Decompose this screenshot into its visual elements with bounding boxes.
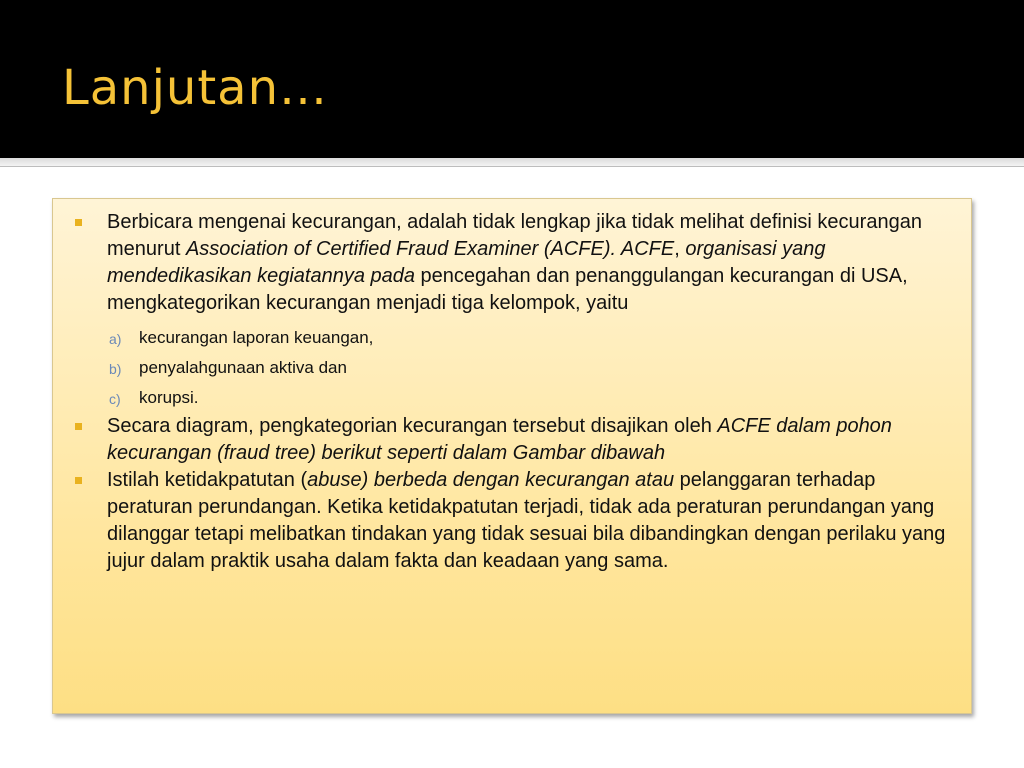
bullet-item-3 <box>73 467 955 575</box>
sub-marker-a: a) <box>109 331 122 347</box>
bullet-2-text-1: Secara diagram, pengkategorian kecurangan tersebut disajikan oleh <box>107 415 718 437</box>
bullet-item-1 <box>73 209 955 317</box>
sub-item-c-text: korupsi. <box>139 388 199 407</box>
sub-item-b <box>73 353 955 383</box>
sub-item-a-text: kecurangan laporan keuangan, <box>139 328 374 347</box>
title-divider <box>0 158 1024 167</box>
bullet-1-italic-1: Association of Certified Fraud Examiner (ACFE). ACFE <box>185 238 675 260</box>
bullet-3-italic-1: abuse) berbeda dengan kecurangan atau <box>307 469 675 491</box>
content-box <box>52 198 972 714</box>
square-bullet-icon <box>75 423 82 430</box>
sub-marker-b: b) <box>109 361 122 377</box>
square-bullet-icon <box>75 477 82 484</box>
bullet-2-italic-1: ACFE dalam pohon kecurangan (fraud tree) berikut seperti dalam Gambar dibawah <box>107 415 892 464</box>
bullet-item-2 <box>73 413 955 467</box>
bullet-1-text-3: pencegahan dan penanggulangan kecurangan di USA, mengkategorikan kecurangan menjadi tiga kelompok, yaitu <box>107 265 908 314</box>
bullet-1-text-2: , <box>674 238 686 260</box>
bullet-3-text-2: pelanggaran terhadap peraturan perundangan. Ketika ketidakpatutan terjadi, tidak ada peraturan perundangan yang dilanggar tetapi melibatkan tindakan yang tidak sesuai bila dibandingkan dengan perilaku yang jujur dalam praktik usaha dalam fakta dan keadaan yang sama. <box>107 469 946 572</box>
sub-item-a <box>73 323 955 353</box>
square-bullet-icon <box>75 219 82 226</box>
slide-title: Lanjutan… <box>62 60 328 116</box>
sub-item-b-text: penyalahgunaan aktiva dan <box>139 358 347 377</box>
bullet-1-italic-2: organisasi yang mendedikasikan kegiatannya pada <box>107 238 826 287</box>
title-bar <box>0 0 1024 158</box>
bullet-1-text-1: Berbicara mengenai kecurangan, adalah tidak lengkap jika tidak melihat definisi kecurangan menurut <box>107 211 922 260</box>
bullet-3-text-1: Istilah ketidakpatutan ( <box>107 469 308 491</box>
sub-marker-c: c) <box>109 391 121 407</box>
sub-item-c <box>73 383 955 413</box>
